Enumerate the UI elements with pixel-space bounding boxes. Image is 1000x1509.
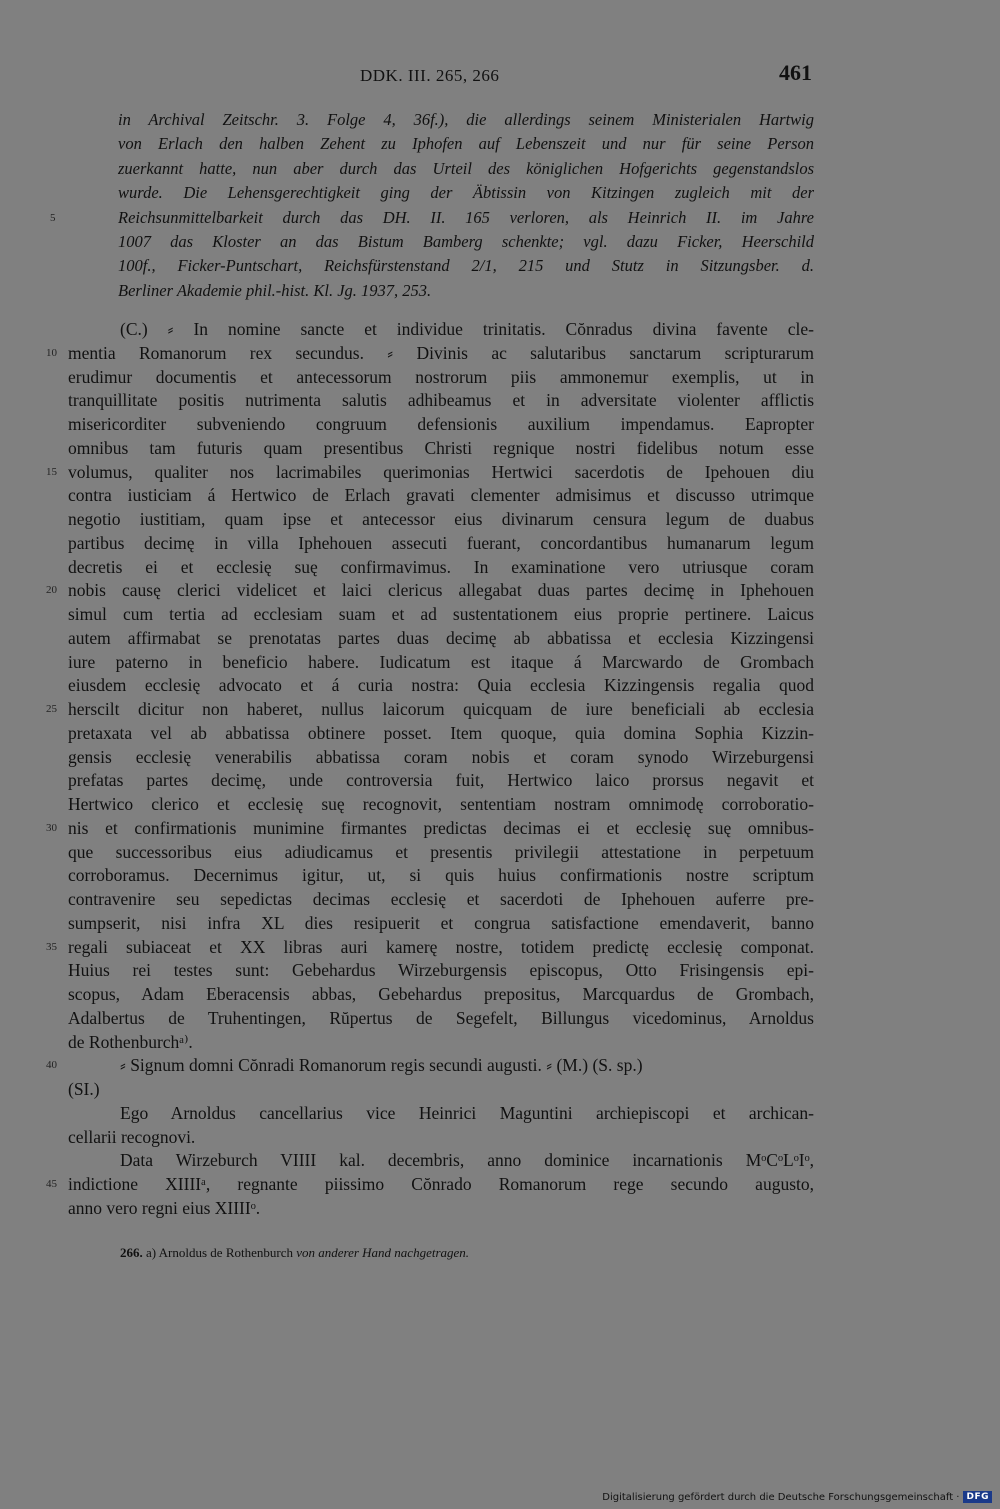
charter-line-text: Data Wirzeburch VIIII kal. decembris, anno dominice incarnationis MᵒCᵒLᵒIᵒ, [120, 1150, 814, 1171]
charter-line [68, 1126, 814, 1150]
charter-line [68, 1031, 814, 1055]
commentary-block [50, 108, 814, 303]
charter-line [68, 888, 814, 912]
charter-line-text: contravenire seu sepedictas decimas ecclesię et sacerdoti de Iphehouen auferre pre- [68, 889, 814, 909]
charter-text [46, 318, 814, 1221]
charter-line [68, 437, 814, 461]
commentary-line-text: zuerkannt hatte, nun aber durch das Urteil des königlichen Hofgerichts gegenstandslos [118, 158, 814, 178]
charter-line-text: Hertwico clerico et ecclesię suę recognovit, sententiam nostram omnimodę corroboratio- [68, 794, 814, 814]
line-number: 45 [46, 1178, 57, 1190]
line-number: 30 [46, 821, 57, 834]
charter-line-text: regali subiaceat et XX libras auri kamerę nostre, totidem predictę ecclesię componat. [68, 936, 814, 957]
charter-line-text: nis et confirmationis munimine firmantes predictas decimas ei et ecclesię suę omnibus- [68, 817, 814, 838]
charter-line [46, 817, 814, 841]
charter-line-text: decretis ei et ecclesię suę confirmavimus. In examinatione vero utriusque coram [68, 556, 814, 577]
charter-line [68, 413, 814, 437]
charter-line [68, 532, 814, 556]
charter-line-text: cellarii recognovi. [68, 1126, 196, 1147]
charter-line [68, 603, 814, 627]
charter-line-text: Ego Arnoldus cancellarius vice Heinrici Maguntini archiepiscopi et archican- [120, 1102, 814, 1123]
footnote [120, 1244, 812, 1262]
charter-line-text: que successoribus eius adiudicamus et presentis privilegii attestatione in perpetuum [68, 841, 814, 862]
commentary-line [118, 132, 814, 156]
charter-line [68, 484, 814, 508]
charter-line [68, 722, 814, 746]
commentary-line-text: Berliner Akademie phil.-hist. Kl. Jg. 1937, 253. [118, 280, 432, 300]
charter-line-text: indictione XIIIIᵃ, regnante piissimo Cŏnrado Romanorum rege secundo augusto, [68, 1174, 814, 1194]
charter-line [46, 579, 814, 603]
commentary-line [50, 206, 814, 230]
charter-line-text: pretaxata vel ab abbatissa obtinere posset. Item quoque, quia domina Sophia Kizzin- [68, 722, 814, 743]
charter-line [68, 1078, 814, 1102]
charter-line [68, 318, 814, 342]
charter-line [68, 746, 814, 770]
commentary-line [118, 157, 814, 181]
charter-line-text: erudimur documentis et antecessorum nostrorum piis ammonemur exemplis, ut in [68, 366, 814, 387]
charter-line [68, 627, 814, 651]
charter-line [46, 698, 814, 722]
charter-line-text: iure paterno in beneficio habere. Iudicatum est itaque á Marcwardo de Grombach [68, 651, 814, 672]
charter-line [68, 912, 814, 936]
credit-text: Digitalisierung gefördert durch die Deutsche Forschungsgemeinschaft · [602, 1491, 960, 1503]
charter-line [68, 1197, 814, 1221]
charter-line [46, 461, 814, 485]
charter-line-text: negotio iustitiam, quam ipse et antecessor eius divinarum censura legum de duabus [68, 509, 814, 529]
charter-line-text: omnibus tam futuris quam presentibus Christi regnique nostri fidelibus notum esse [68, 437, 814, 458]
running-title: DDK. III. 265, 266 [360, 66, 500, 85]
page-header [120, 60, 812, 92]
commentary-line [118, 230, 814, 254]
footnote-doc-number: 266. [120, 1245, 143, 1260]
charter-line-text: (SI.) [68, 1079, 100, 1099]
charter-line-text: prefatas partes decimę, unde controversia fuit, Hertwico laico prorsus negavit et [68, 770, 814, 791]
charter-line-text: herscilt dicitur non haberet, nullus laicorum quicquam de iure beneficiali ab ecclesia [68, 699, 814, 719]
charter-line [68, 508, 814, 532]
charter-line-text: sumpserit, nisi infra XL dies resipuerit et congrua satisfactione emendaverit, banno [68, 912, 814, 933]
charter-line-text: scopus, Adam Eberacensis abbas, Gebehardus prepositus, Marcquardus de Grombach, [68, 984, 814, 1004]
line-number: 15 [46, 465, 57, 478]
charter-line [68, 389, 814, 413]
charter-line-text: gensis ecclesię venerabilis abbatissa coram nobis et coram synodo Wirzeburgensi [68, 746, 814, 767]
commentary-line-text: in Archival Zeitschr. 3. Folge 4, 36f.), die allerdings seinem Ministerialen Hartwig [118, 110, 814, 129]
dfg-logo-icon: DFG [963, 1491, 992, 1503]
charter-line-text: eiusdem ecclesię advocato et á curia nostra: Quia ecclesia Kizzingensis regalia quod [68, 675, 814, 696]
charter-line-text: Adalbertus de Truhentingen, Rŭpertus de Segefelt, Billungus vicedominus, Arnoldus [68, 1007, 814, 1028]
charter-line-text: tranquillitate positis nutrimenta salutis adhibeamus et in adversitate violenter afflictis [68, 390, 814, 411]
line-number: 10 [46, 346, 57, 359]
digitization-credit [602, 1491, 992, 1503]
charter-line [68, 769, 814, 793]
charter-line-text: Huius rei testes sunt: Gebehardus Wirzeburgensis episcopus, Otto Frisingensis epi- [68, 960, 814, 981]
charter-line [68, 959, 814, 983]
charter-line [46, 936, 814, 960]
commentary-line-text: 1007 das Kloster an das Bistum Bamberg schenkte; vgl. dazu Ficker, Heerschild [118, 232, 814, 252]
charter-line-text: corroboramus. Decernimus igitur, ut, si quis huius confirmationis nostre scriptum [68, 865, 814, 886]
page-number: 461 [779, 60, 812, 85]
charter-line-text: autem affirmabat se prenotatas partes duas decimę ab abbatissa et ecclesia Kizzingensi [68, 627, 814, 648]
commentary-line-text: von Erlach den halben Zehent zu Iphofen auf Lebenszeit und nur für seine Person [118, 134, 814, 154]
charter-line [46, 1173, 814, 1197]
charter-line-text: (C.) ⸗ In nomine sancte et individue trinitatis. Cŏnradus divina favente cle- [120, 319, 814, 339]
charter-line-text: nobis causę clerici videlicet et laici clericus allegabat duas partes decimę in Iphehouen [68, 580, 814, 601]
line-number: 5 [50, 211, 56, 224]
footnote-note: von anderer Hand nachgetragen. [296, 1245, 470, 1260]
charter-line [68, 1102, 814, 1126]
line-number: 35 [46, 940, 57, 953]
charter-line [68, 366, 814, 390]
commentary-line-text: 100f., Ficker-Puntschart, Reichsfürstenstand 2/1, 215 und Stutz in Sitzungsber. d. [118, 256, 814, 276]
line-number: 20 [46, 584, 57, 597]
charter-line-text: anno vero regni eius XIIIIᵒ. [68, 1197, 261, 1218]
charter-line-text: partibus decimę in villa Iphehouen assecuti fuerant, concordantibus humanarum legum [68, 532, 814, 553]
charter-line-text: ⸗ Signum domni Cŏnradi Romanorum regis secundi augusti. ⸗ (M.) (S. sp.) [120, 1055, 643, 1076]
line-number: 25 [46, 703, 57, 715]
charter-line-text: contra iusticiam á Hertwico de Erlach gravati clementer admisimus et discusso utrimque [68, 485, 814, 506]
footnote-marker: a) [146, 1245, 157, 1260]
charter-line [68, 983, 814, 1007]
charter-line [68, 864, 814, 888]
commentary-line [118, 108, 814, 132]
charter-line [68, 651, 814, 675]
commentary-line [118, 254, 814, 278]
charter-line [46, 342, 814, 366]
charter-line-text: de Rothenburchᵃ⁾. [68, 1031, 193, 1052]
charter-line [68, 674, 814, 698]
charter-line [68, 841, 814, 865]
charter-line-text: simul cum tertia ad ecclesiam suam et ad sustentationem eius proprie pertinere. Laicus [68, 604, 814, 624]
charter-line [68, 1007, 814, 1031]
commentary-line [118, 279, 814, 303]
commentary-line [118, 181, 814, 205]
commentary-line-text: Reichsunmittelbarkeit durch das DH. II. 165 verloren, als Heinrich II. im Jahre [118, 207, 814, 227]
charter-line [68, 1149, 814, 1173]
charter-line [68, 556, 814, 580]
line-number: 40 [46, 1059, 57, 1072]
commentary-line-text: wurde. Die Lehensgerechtigkeit ging der Äbtissin von Kitzingen zugleich mit der [118, 183, 814, 203]
charter-line-text: volumus, qualiter nos lacrimabiles querimonias Hertwici sacerdotis de Ipehouen diu [68, 461, 814, 482]
charter-line-text: misericorditer subveniendo congruum defensionis auxilium impendamus. Eapropter [68, 414, 814, 434]
charter-line [46, 1054, 814, 1078]
charter-line-text: mentia Romanorum rex secundus. ⸗ Divinis ac salutaribus sanctarum scripturarum [68, 342, 814, 363]
charter-line [68, 793, 814, 817]
footnote-text: Arnoldus de Rothenburch [158, 1245, 293, 1260]
